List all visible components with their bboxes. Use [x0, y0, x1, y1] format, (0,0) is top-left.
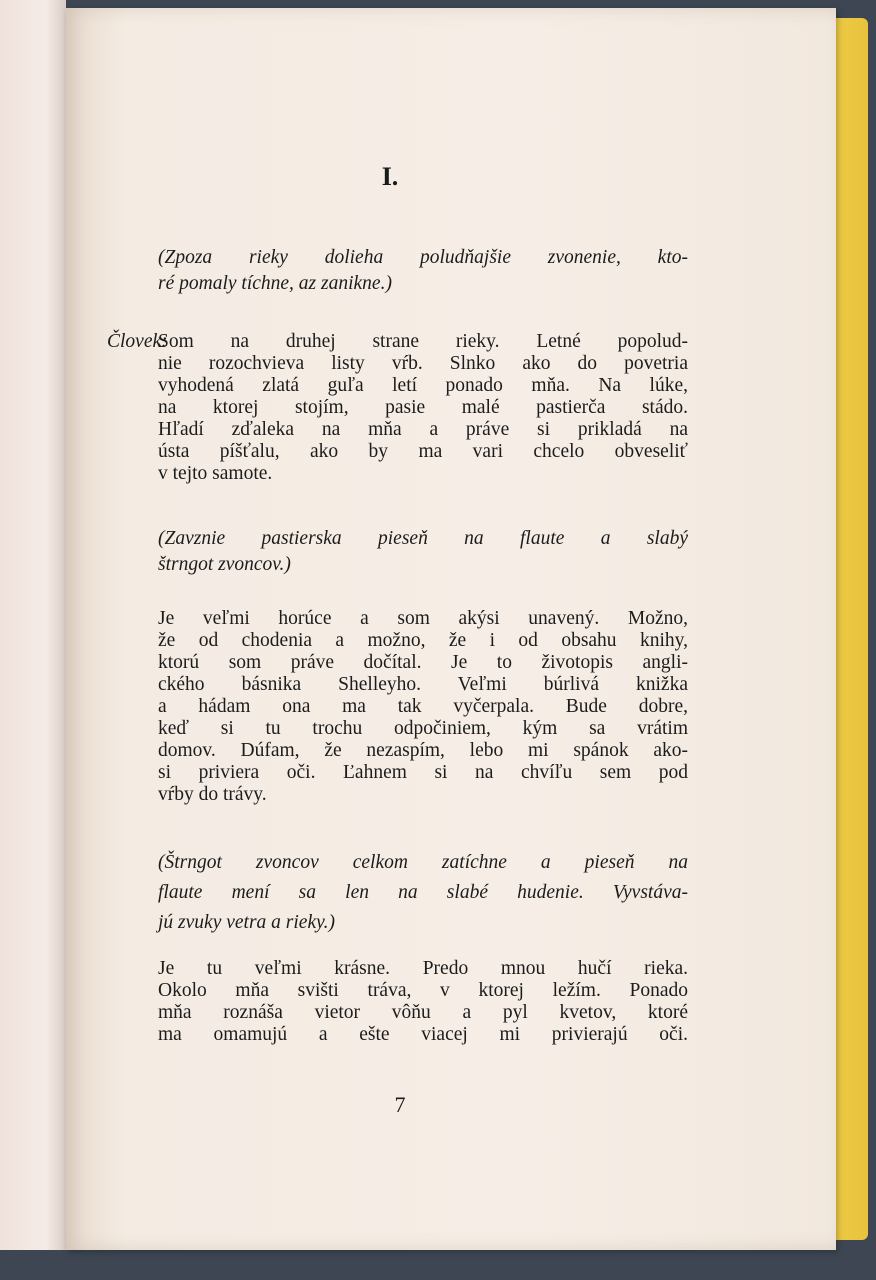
text-line: (Zpoza rieky dolieha poludňajšie zvonenie, kto-	[158, 247, 688, 268]
stage-direction-2	[158, 528, 688, 576]
text-line: domov. Dúfam, že nezaspím, lebo mi spánok ako-	[158, 740, 688, 761]
text-line: Okolo mňa svišti tráva, v ktorej ležím. Ponado	[158, 980, 688, 1001]
page-number: 7	[394, 1092, 406, 1117]
stage-direction-1	[158, 247, 688, 295]
text-line: Hľadí zďaleka na mňa a práve si prikladá na	[158, 419, 688, 440]
text-line: v tejto samote.	[158, 463, 273, 484]
text-line: jú zvuky vetra a rieky.)	[158, 912, 336, 933]
chapter-heading: I.	[381, 162, 399, 191]
text-line: vŕby do trávy.	[158, 784, 267, 805]
text-line: nie rozochvieva listy vŕb. Slnko ako do povetria	[158, 353, 688, 374]
text-line: ma omamujú a ešte viacej mi privierajú oči.	[158, 1024, 688, 1045]
text-line: Je veľmi horúce a som akýsi unavený. Možno,	[158, 608, 688, 629]
text-line: keď si tu trochu odpočiniem, kým sa vrátim	[158, 718, 688, 739]
speech-3	[158, 958, 688, 1046]
text-line: Je tu veľmi krásne. Predo mnou hučí rieka.	[158, 958, 688, 979]
text-line: Som na druhej strane rieky. Letné popolud-	[158, 331, 688, 352]
speech-2	[158, 608, 688, 806]
text-line: že od chodenia a možno, že i od obsahu knihy,	[158, 630, 688, 651]
text-line: ckého básnika Shelleyho. Veľmi búrlivá knižka	[158, 674, 688, 695]
text-line: štrngot zvoncov.)	[158, 554, 291, 575]
text-line: ré pomaly tíchne, az zanikne.)	[158, 273, 392, 294]
speaker-label: Človek:	[107, 331, 168, 352]
stage-direction-3	[158, 852, 688, 934]
text-line: ústa píšťalu, ako by ma vari chcelo obveseliť	[158, 441, 688, 462]
text-line: mňa roznáša vietor vôňu a pyl kvetov, ktoré	[158, 1002, 688, 1023]
text-line: vyhodená zlatá guľa letí ponado mňa. Na lúke,	[158, 375, 688, 396]
text-line: si priviera oči. Ľahnem si na chvíľu sem pod	[158, 762, 688, 783]
text-line: ktorú som práve dočítal. Je to životopis angli-	[158, 652, 688, 673]
speech-1	[158, 331, 688, 485]
text-line: flaute mení sa len na slabé hudenie. Vyvstáva-	[158, 882, 688, 903]
text-line: a hádam ona ma tak vyčerpala. Bude dobre,	[158, 696, 688, 717]
text-line: (Štrngot zvoncov celkom zatíchne a pieseň na	[158, 852, 688, 873]
text-line: (Zavznie pastierska pieseň na flaute a slabý	[158, 528, 688, 549]
text-line: na ktorej stojím, pasie malé pastierča stádo.	[158, 397, 688, 418]
